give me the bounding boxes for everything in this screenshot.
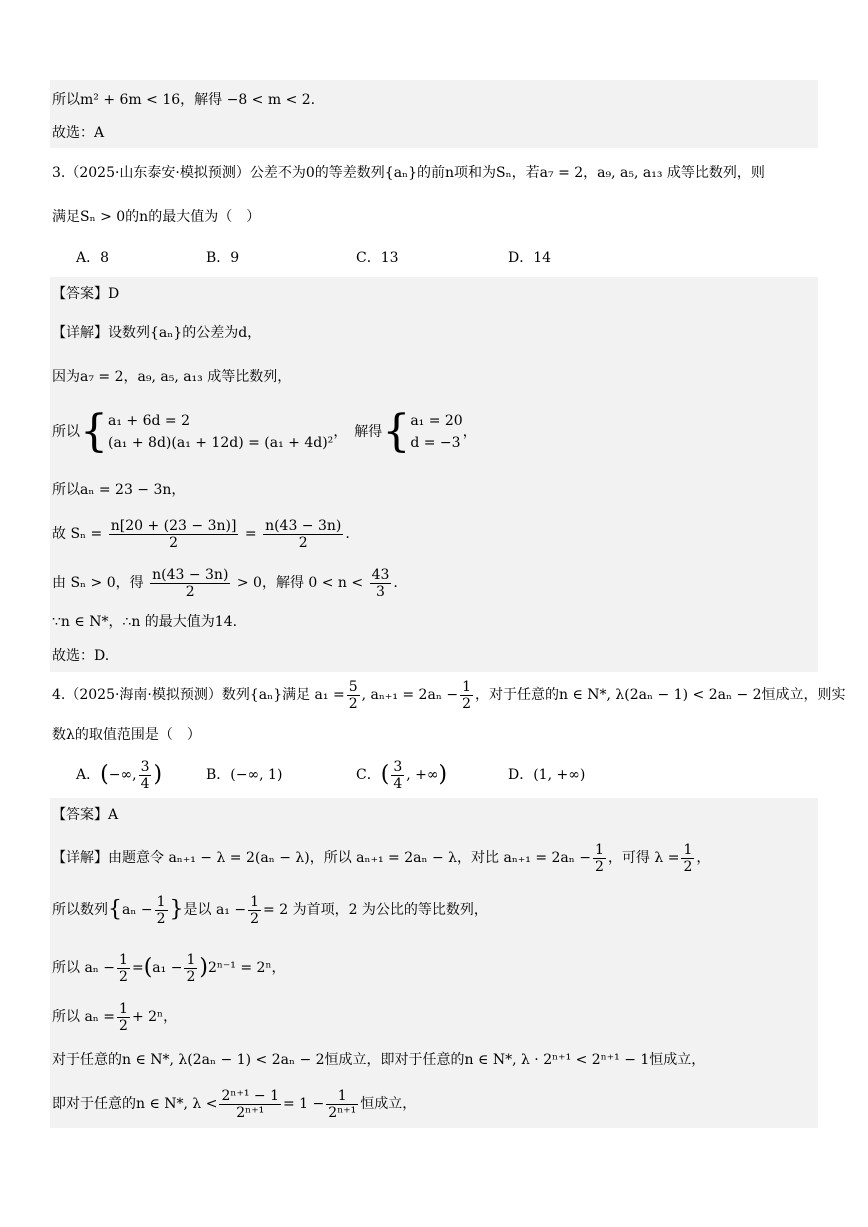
q3-d6-fraction-2: $\frac{43}{3}$ bbox=[371, 566, 390, 600]
q3-detail-3 bbox=[52, 408, 477, 456]
q3-detail-5 bbox=[52, 514, 350, 554]
q3-stem-line1: 3.（2025·山东泰安·模拟预测）公差不为0的等差数列{aₙ}的前n项和为Sₙ，若a₇ = 2，a₉, a₅, a₁₃ 成等比数列，则 bbox=[52, 165, 765, 181]
q3-detail-6 bbox=[52, 563, 398, 603]
q3-d6-mid: > 0，解得 0 < n < bbox=[236, 575, 364, 591]
q3-d3-prefix: 所以 bbox=[52, 424, 80, 440]
q3-d5-eq: = bbox=[244, 526, 257, 542]
q3-system-1 bbox=[108, 410, 333, 454]
q4-detail-5: 对于任意的n ∈ N*, λ(2aₙ − 1) < 2aₙ − 2恒成立，即对于任意的n ∈ N*, λ · 2ⁿ⁺¹ < 2ⁿ⁺¹ − 1恒成立， bbox=[52, 1052, 706, 1068]
q3-option-a: A．8 bbox=[76, 250, 110, 266]
q4-option-a: A．(−∞, $\frac{3}{4}$ ) bbox=[76, 758, 163, 792]
q4-detail-1: 【详解】由题意令 aₙ₊₁ − λ = 2(aₙ − λ)，所以 aₙ₊₁ = 2aₙ − λ，对比 aₙ₊₁ = 2aₙ − $\frac{1}{2}$ ，可得 λ = $\frac{1}{2}$ ， bbox=[52, 841, 711, 875]
q3-system-2 bbox=[410, 410, 462, 454]
q3-option-b: B．9 bbox=[206, 250, 240, 266]
q4-option-c: C．( $\frac{3}{4}$ , +∞) bbox=[356, 758, 448, 792]
q4-recurrence-fraction: $\frac{1}{2}$ bbox=[462, 678, 471, 712]
q3-d5-end: . bbox=[345, 526, 350, 542]
prev-solution-line: 所以m² + 6m < 16，解得 −8 < m < 2. bbox=[52, 92, 316, 108]
q3-sn-fraction-2: $\frac{n(43 - 3n)}{2}$ bbox=[265, 517, 342, 551]
prev-solution-choice: 故选：A bbox=[52, 125, 105, 141]
q4-detail-4: 所以 aₙ = $\frac{1}{2}$ + 2ⁿ， bbox=[52, 1000, 178, 1034]
q4-stem-b: , aₙ₊₁ = 2aₙ − bbox=[361, 687, 459, 703]
q4-option-d: D．(1, +∞) bbox=[508, 767, 586, 783]
q3-answer: 【答案】D bbox=[52, 286, 120, 302]
q3-d3-end: ， bbox=[462, 424, 477, 440]
q4-detail-6: 即对于任意的n ∈ N*, λ < $\frac{\text{2ⁿ⁺¹ − 1}}{\text{2ⁿ⁺¹}}$ = 1 − $\frac{1}{\text{2ⁿ⁺¹}}$ 恒成立， bbox=[52, 1087, 417, 1121]
q4-a1-fraction: $\frac{5}{2}$ bbox=[348, 678, 358, 712]
q3-detail-4: 所以aₙ = 23 − 3n， bbox=[52, 482, 186, 498]
q3-d6-fraction-1: $\frac{n(43 - 3n)}{2}$ bbox=[152, 566, 229, 600]
q4-detail-2: 所以数列{aₙ − $\frac{1}{2}$ }是以 a₁ − $\frac{1}{2}$ = 2 为首项，2 为公比的等比数列， bbox=[52, 893, 488, 927]
q3-d3-mid: ， 解得 bbox=[333, 424, 383, 440]
q4-stem-line1 bbox=[52, 675, 846, 715]
q3-sys2-eq2: d = −3 bbox=[410, 435, 461, 451]
q3-detail-8: 故选：D. bbox=[52, 648, 110, 664]
q3-stem-line2: 满足Sₙ > 0的n的最大值为（ ） bbox=[52, 209, 261, 225]
left-brace: { bbox=[80, 406, 108, 457]
left-brace: { bbox=[382, 406, 411, 457]
q4-answer: 【答案】A bbox=[52, 807, 119, 823]
q4-stem-a: 4.（2025·海南·模拟预测）数列{aₙ}满足 a₁ = bbox=[52, 687, 345, 703]
q3-d6-prefix: 由 Sₙ > 0，得 bbox=[52, 575, 144, 591]
q4-stem-c: ，对于任意的n ∈ N*, λ(2aₙ − 1) < 2aₙ − 2恒成立，则实 bbox=[474, 687, 846, 703]
q3-option-d: D．14 bbox=[508, 250, 552, 266]
q4-stem-line2: 数λ的取值范围是（ ） bbox=[52, 727, 201, 743]
q3-sys1-eq2: (a₁ + 8d)(a₁ + 12d) = (a₁ + 4d)² bbox=[108, 435, 334, 451]
q4-option-b: B．(−∞, 1) bbox=[206, 767, 283, 783]
q3-option-c: C．13 bbox=[356, 250, 399, 266]
q3-sys2-eq1: a₁ = 20 bbox=[410, 413, 463, 429]
q3-sn-fraction-1: $\frac{n[20 + (23 - 3n)]}{2}$ bbox=[110, 517, 237, 551]
q4-detail-3: 所以 aₙ − $\frac{1}{2}$ =(a₁ − $\frac{1}{2}$ )2ⁿ⁻¹ = 2ⁿ， bbox=[52, 951, 286, 985]
q3-detail-1: 【详解】设数列{aₙ}的公差为d， bbox=[52, 325, 262, 341]
q3-d5-prefix: 故 Sₙ = bbox=[52, 526, 103, 542]
q3-detail-7: ∵n ∈ N*，∴n 的最大值为14. bbox=[52, 614, 238, 630]
q3-d6-end: . bbox=[393, 575, 398, 591]
q3-sys1-eq1: a₁ + 6d = 2 bbox=[108, 413, 190, 429]
q3-detail-2: 因为a₇ = 2，a₉, a₅, a₁₃ 成等比数列， bbox=[52, 369, 292, 385]
